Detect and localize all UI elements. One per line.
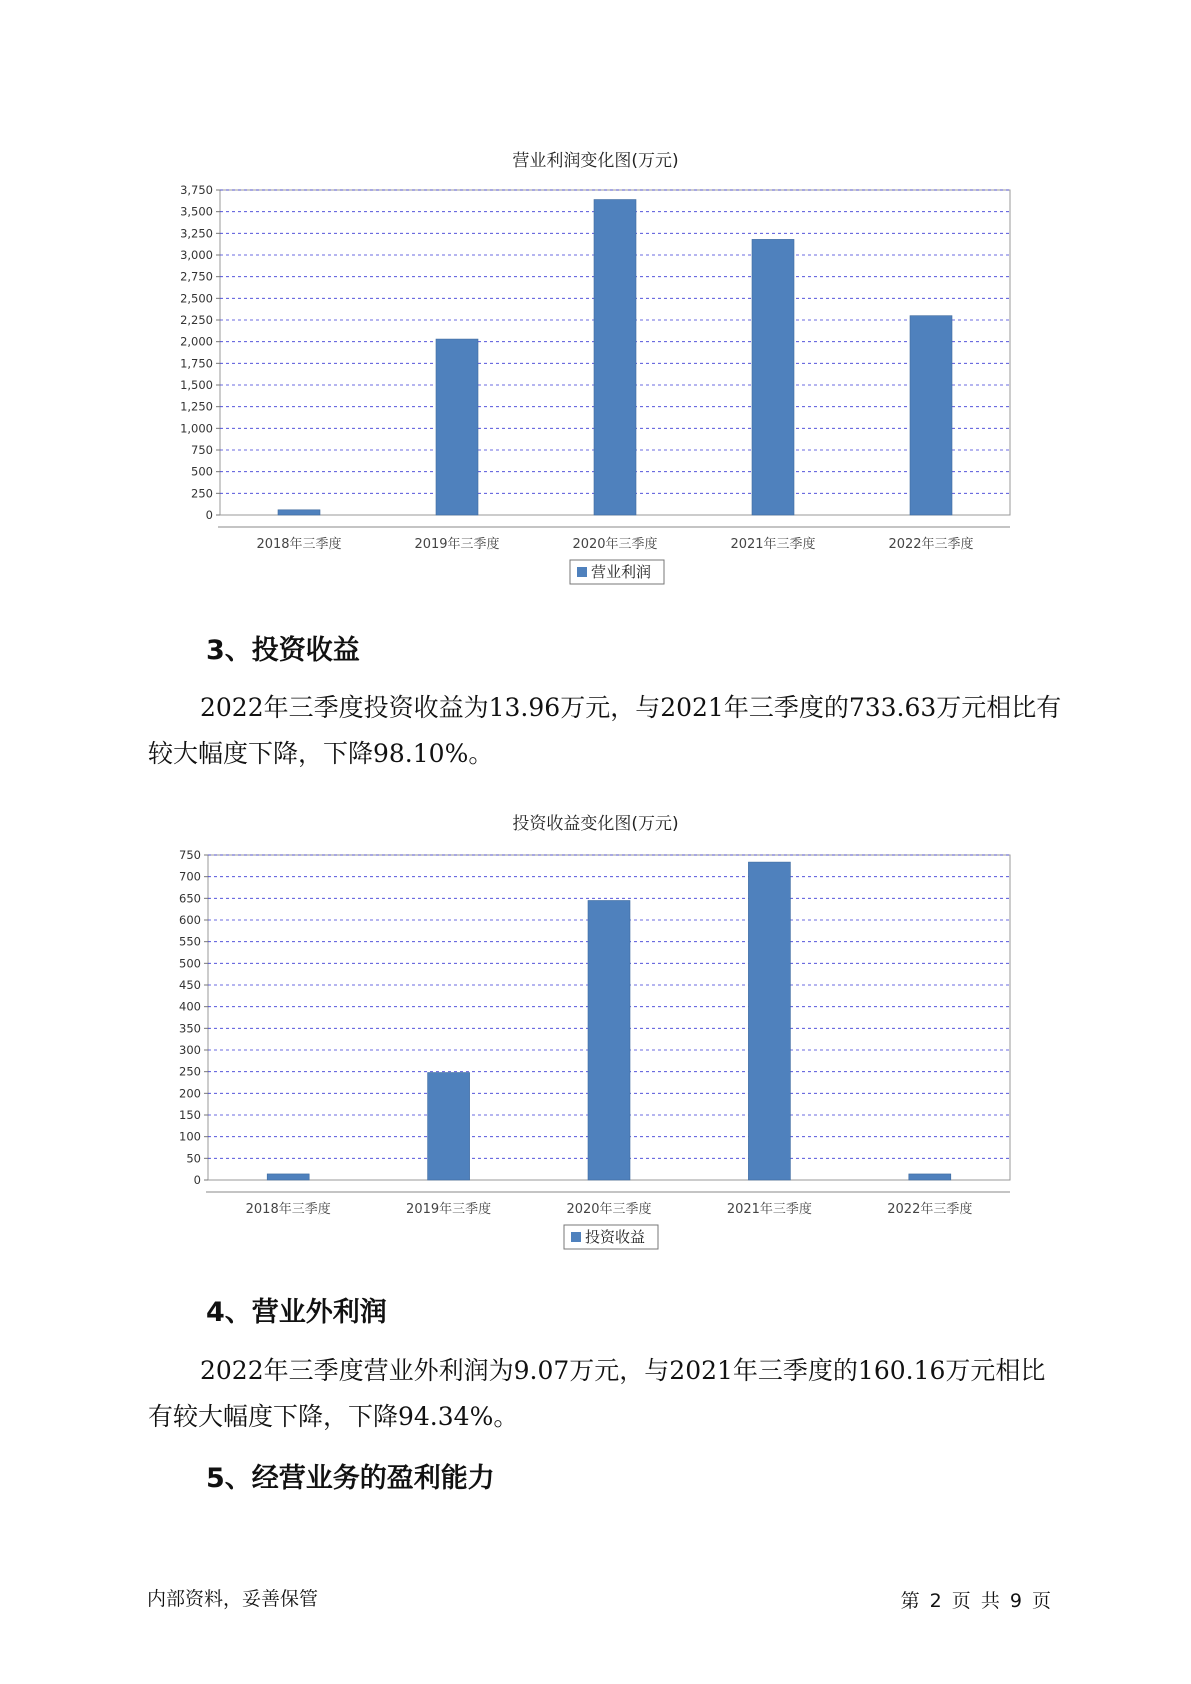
y-tick-label: 2,000 xyxy=(180,334,213,349)
y-tick-label: 150 xyxy=(179,1108,201,1122)
section-text-non-operating-profit: 2022年三季度营业外利润为9.07万元，与2021年三季度的160.16万元相比有较大幅度下降，下降94.34%。 xyxy=(148,1356,1046,1431)
x-tick-label: 2019年三季度 xyxy=(406,1202,492,1217)
x-tick-label: 2021年三季度 xyxy=(730,537,816,552)
y-tick-label: 650 xyxy=(179,891,201,906)
legend-label: 营业利润 xyxy=(591,563,652,581)
y-tick-label: 50 xyxy=(186,1151,201,1166)
y-tick-label: 1,000 xyxy=(180,421,213,436)
y-tick-label: 450 xyxy=(179,978,201,992)
y-tick-label: 1,250 xyxy=(180,399,213,414)
y-tick-label: 750 xyxy=(179,848,201,862)
legend-swatch xyxy=(571,1232,581,1242)
y-tick-label: 2,250 xyxy=(180,313,213,327)
y-tick-label: 2,750 xyxy=(180,269,213,284)
x-tick-label: 2018年三季度 xyxy=(245,1202,331,1217)
section-heading-profitability: 5、经营业务的盈利能力 xyxy=(206,1463,495,1494)
y-tick-label: 250 xyxy=(179,1064,201,1079)
y-tick-label: 350 xyxy=(179,1021,201,1036)
y-tick-label: 3,500 xyxy=(180,204,213,219)
bar xyxy=(909,1174,951,1180)
legend-label: 投资收益 xyxy=(585,1228,646,1246)
y-tick-label: 750 xyxy=(191,443,213,457)
x-tick-label: 2022年三季度 xyxy=(887,1202,973,1217)
y-tick-label: 200 xyxy=(179,1086,201,1101)
bar xyxy=(278,510,320,515)
section-heading-non-operating-profit: 4、营业外利润 xyxy=(206,1297,387,1328)
section-heading-investment-income: 3、投资收益 xyxy=(206,635,360,666)
x-tick-label: 2019年三季度 xyxy=(414,537,500,552)
footer-page-number: 第 2 页 共 9 页 xyxy=(900,1590,1051,1612)
y-tick-label: 500 xyxy=(191,464,213,479)
y-tick-label: 500 xyxy=(179,956,201,971)
y-tick-label: 3,750 xyxy=(180,183,213,197)
x-tick-label: 2018年三季度 xyxy=(256,537,342,552)
y-tick-label: 1,750 xyxy=(180,356,213,371)
bar xyxy=(594,200,636,515)
bar xyxy=(588,901,630,1181)
y-tick-label: 3,250 xyxy=(180,226,213,241)
x-tick-label: 2020年三季度 xyxy=(572,537,658,552)
x-tick-label: 2020年三季度 xyxy=(566,1202,652,1217)
bar xyxy=(428,1073,470,1180)
legend-swatch xyxy=(577,567,587,577)
y-tick-label: 400 xyxy=(179,999,201,1014)
bar xyxy=(748,862,790,1180)
y-tick-label: 700 xyxy=(179,869,201,884)
y-tick-label: 300 xyxy=(179,1043,201,1057)
section-text-investment-income: 2022年三季度投资收益为13.96万元，与2021年三季度的733.63万元相比有较大幅度下降，下降98.10%。 xyxy=(148,693,1062,768)
y-tick-label: 2,500 xyxy=(180,291,213,306)
y-tick-label: 100 xyxy=(179,1129,201,1144)
bar xyxy=(752,239,794,515)
chart-title-operating-profit: 营业利润变化图(万元) xyxy=(512,151,679,171)
bar xyxy=(267,1174,309,1180)
bar xyxy=(436,339,478,515)
x-tick-label: 2021年三季度 xyxy=(726,1202,812,1217)
y-tick-label: 0 xyxy=(193,1173,201,1187)
operating-profit-bar-chart xyxy=(0,170,1191,610)
y-tick-label: 600 xyxy=(179,913,201,927)
y-tick-label: 1,500 xyxy=(180,378,213,392)
bar xyxy=(910,316,952,515)
investment-income-bar-chart xyxy=(0,835,1191,1275)
y-tick-label: 3,000 xyxy=(180,248,213,262)
y-tick-label: 250 xyxy=(191,486,213,501)
y-tick-label: 550 xyxy=(179,934,201,949)
y-tick-label: 0 xyxy=(205,508,213,522)
x-tick-label: 2022年三季度 xyxy=(888,537,974,552)
chart-title-investment-income: 投资收益变化图(万元) xyxy=(512,814,679,834)
footer-confidential-note: 内部资料，妥善保管 xyxy=(147,1588,319,1610)
